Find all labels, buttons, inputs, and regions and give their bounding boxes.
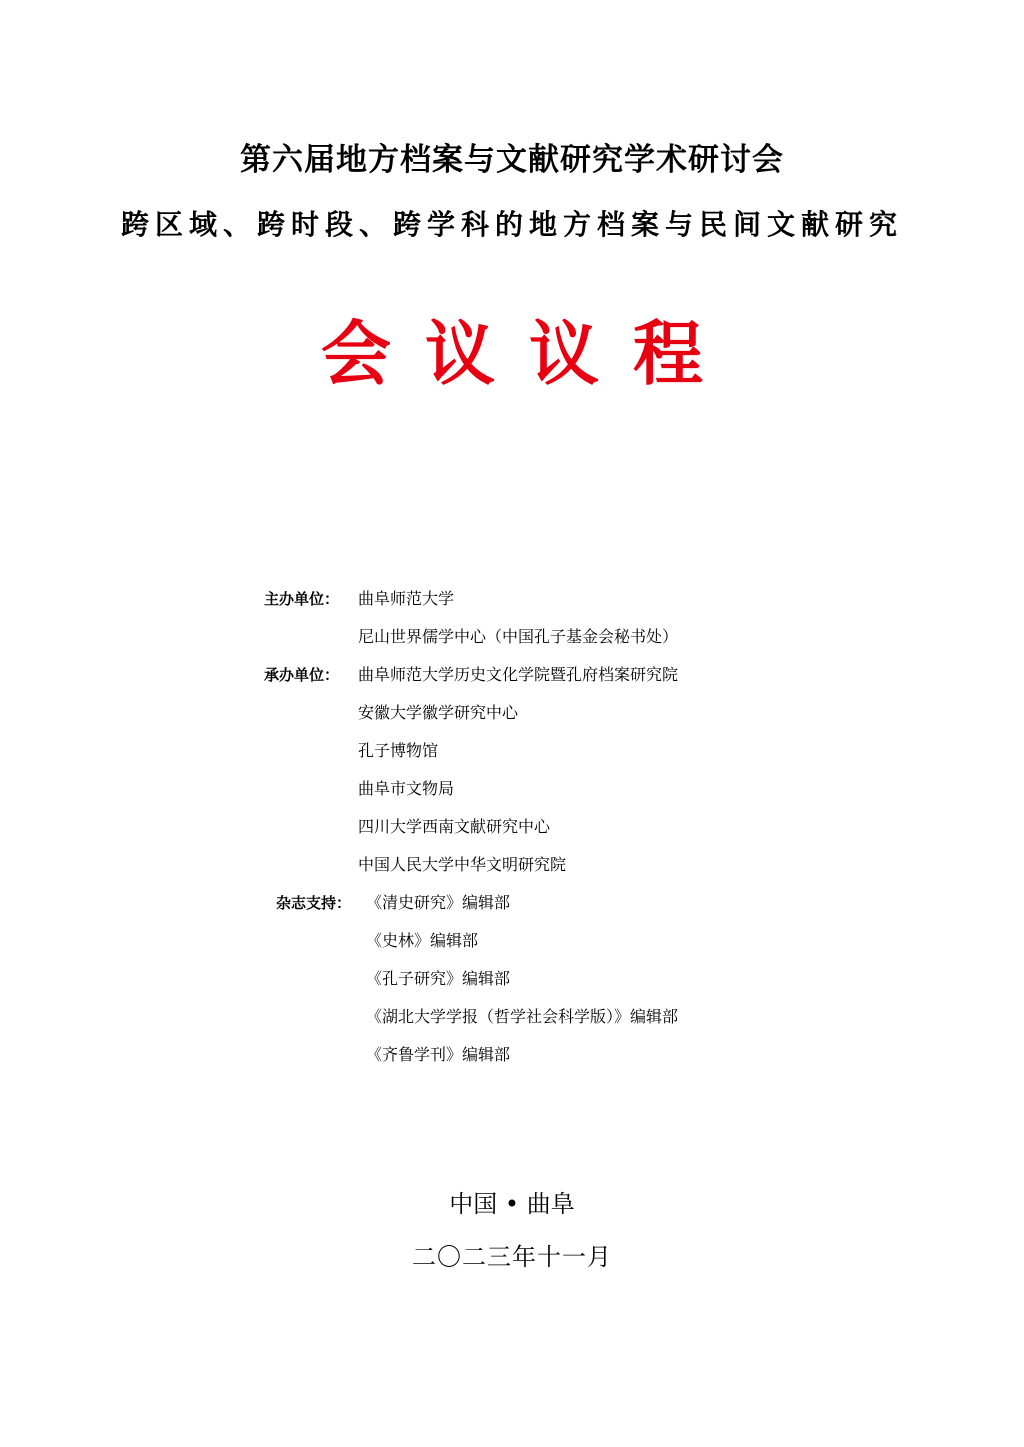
magazine-row — [264, 1036, 784, 1074]
footer-place: 中国 • 曲阜 — [449, 1190, 575, 1218]
host-row — [264, 618, 784, 656]
magazine-label: 杂志支持： — [276, 894, 352, 912]
magazine-item: 《清史研究》编辑部 — [366, 893, 511, 912]
co-organizer-item: 曲阜市文物局 — [358, 779, 455, 798]
co-organizer-row — [264, 694, 784, 732]
host-label: 主办单位： — [264, 590, 340, 608]
host-row — [264, 580, 784, 618]
magazine-item: 《史林》编辑部 — [366, 931, 479, 950]
organizers-block — [264, 580, 784, 1074]
footer-date: 二〇二三年十一月 — [412, 1243, 612, 1271]
conference-title: 第六届地方档案与文献研究学术研讨会 — [240, 142, 784, 178]
co-organizer-row — [264, 846, 784, 884]
magazine-item: 《孔子研究》编辑部 — [366, 969, 511, 988]
host-item: 尼山世界儒学中心（中国孔子基金会秘书处） — [358, 627, 679, 646]
magazine-row — [264, 922, 784, 960]
co-organizer-item: 安徽大学徽学研究中心 — [358, 703, 519, 722]
conference-subtitle: 跨区域、跨时段、跨学科的地方档案与民间文献研究 — [120, 208, 903, 241]
co-organizer-row — [264, 656, 784, 694]
magazine-item: 《齐鲁学刊》编辑部 — [366, 1045, 511, 1064]
co-organizer-label: 承办单位： — [264, 666, 340, 684]
host-item: 曲阜师范大学 — [358, 589, 455, 608]
co-organizer-row — [264, 732, 784, 770]
magazine-row — [264, 998, 784, 1036]
co-organizer-item: 曲阜师范大学历史文化学院暨孔府档案研究院 — [358, 665, 679, 684]
co-organizer-item: 四川大学西南文献研究中心 — [358, 817, 551, 836]
magazine-row — [264, 884, 784, 922]
magazine-item: 《湖北大学学报（哲学社会科学版）》编辑部 — [366, 1007, 679, 1026]
agenda-title: 会议议程 — [321, 313, 737, 395]
co-organizer-item: 孔子博物馆 — [358, 741, 439, 760]
magazine-row — [264, 960, 784, 998]
co-organizer-row — [264, 808, 784, 846]
co-organizer-item: 中国人民大学中华文明研究院 — [358, 855, 567, 874]
co-organizer-row — [264, 770, 784, 808]
